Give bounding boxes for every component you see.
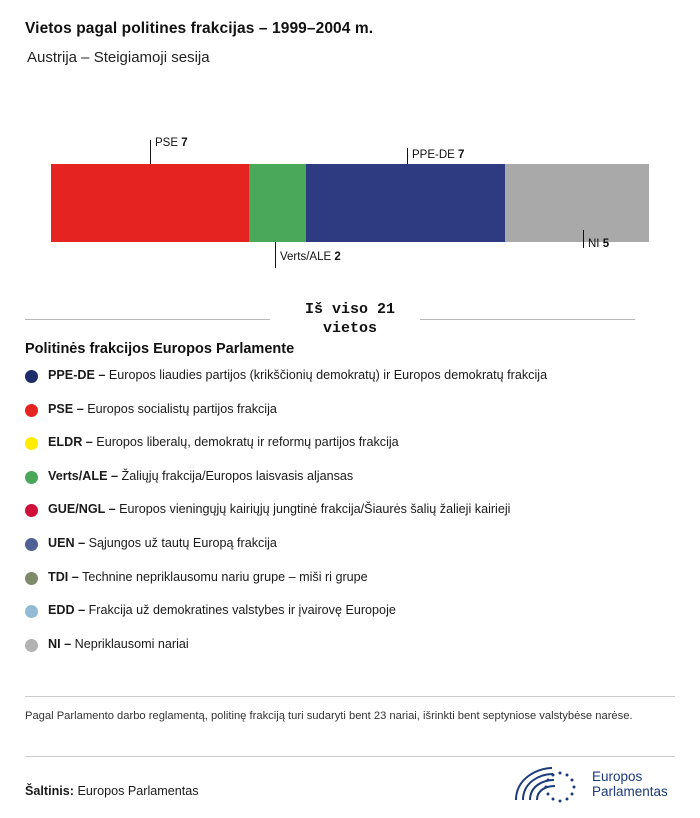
verts-callout-label — [280, 251, 341, 263]
page-subtitle: Austrija – Steigiamoji sesija — [27, 49, 210, 66]
legend-swatch-icon-tdi — [25, 572, 38, 585]
total-rule-left — [25, 319, 270, 320]
verts-callout-tick — [275, 242, 276, 268]
legend-desc-edd: Frakcija už demokratines valstybes ir įvairovę Europoje — [88, 603, 396, 618]
legend-swatch-icon-ppe-de — [25, 370, 38, 383]
ni-callout-tick — [583, 230, 584, 248]
legend-label-gue-ngl — [48, 502, 510, 517]
legend-desc-pse: Europos socialistų partijos frakcija — [87, 401, 277, 416]
european-parliament-logo — [512, 763, 677, 805]
ep-logo-line2: Parlamentas — [592, 784, 668, 799]
legend-desc-ppe-de: Europos liaudies partijos (krikščionių demokratų) ir Europos demokratų frakcija — [108, 368, 548, 382]
legend-label-ni — [48, 637, 189, 652]
source-divider — [25, 756, 675, 757]
legend-item-eldr — [25, 435, 675, 469]
legend-item-gue-ngl — [25, 502, 675, 536]
legend-abbr-tdi: TDI – — [48, 569, 79, 584]
legend-item-pse — [25, 402, 675, 436]
ni-callout-value: 5 — [602, 238, 610, 250]
legend-desc-gue-ngl: Europos vieningųjų kairiųjų jungtinė frakcija/Šiaurės šalių žalieji kairieji — [119, 502, 511, 517]
legend-abbr-eldr: ELDR – — [48, 435, 93, 450]
legend-label-edd — [48, 603, 396, 618]
total-seats-block — [0, 298, 700, 340]
total-seats-line1: Iš viso 21 — [304, 301, 395, 318]
legend-swatch-icon-gue-ngl — [25, 504, 38, 517]
legend-swatch-icon-uen — [25, 538, 38, 551]
source-value: Europos Parlamentas — [77, 784, 199, 798]
bar-segment-ppe-de — [306, 164, 505, 242]
legend-swatch-icon-eldr — [25, 437, 38, 450]
legend-item-ni — [25, 637, 675, 671]
pse-callout-label — [155, 137, 188, 149]
source-label: Šaltinis: — [25, 784, 74, 798]
pse-callout-value: 7 — [181, 137, 188, 149]
legend-label-ppe-de — [48, 368, 547, 383]
legend-label-eldr — [48, 435, 399, 450]
legend-item-ppe-de — [25, 368, 675, 402]
legend-abbr-verts-ale: Verts/ALE – — [48, 468, 118, 483]
ppede-callout-label — [412, 149, 464, 161]
ni-callout-name: NI — [588, 238, 600, 250]
ep-hemicycle-icon — [512, 764, 586, 804]
legend-swatch-icon-edd — [25, 605, 38, 618]
legend-abbr-ppe-de: PPE-DE – — [48, 368, 106, 382]
ni-callout-label — [588, 238, 609, 250]
legend-abbr-uen: UEN – — [48, 535, 86, 550]
legend-item-uen — [25, 536, 675, 570]
bar-segment-ni — [505, 164, 649, 242]
legend-abbr-edd: EDD – — [48, 603, 86, 618]
verts-callout-name: Verts/ALE — [280, 251, 332, 263]
legend-heading: Politinės frakcijos Europos Parlamente — [25, 341, 295, 357]
source-line — [25, 784, 199, 798]
legend-label-uen — [48, 536, 277, 551]
ep-logo-text — [592, 769, 668, 800]
legend-desc-verts-ale: Žaliųjų frakcija/Europos laisvasis aljansas — [121, 468, 354, 483]
seats-bar-chart — [0, 120, 700, 300]
legend-swatch-icon-pse — [25, 404, 38, 417]
legend-label-tdi — [48, 570, 368, 585]
legend-desc-ni: Nepriklausomi nariai — [74, 636, 189, 651]
legend-list — [25, 368, 675, 670]
legend-abbr-ni: NI – — [48, 636, 72, 651]
ppede-callout-value: 7 — [458, 149, 465, 161]
page-title: Vietos pagal politines frakcijas – 1999–2004 m. — [25, 20, 374, 37]
legend-item-tdi — [25, 570, 675, 604]
pse-callout-name: PSE — [155, 137, 179, 149]
total-rule-right — [420, 319, 635, 320]
legend-item-edd — [25, 603, 675, 637]
legend-label-pse — [48, 402, 277, 417]
ppede-callout-name: PPE-DE — [412, 149, 455, 161]
legend-abbr-gue-ngl: GUE/NGL – — [48, 502, 116, 517]
footnote-text: Pagal Parlamento darbo reglamentą, politinę frakciją turi sudaryti bent 23 nariai, išrinkti bent septyniose valstybėse narėse. — [25, 710, 633, 722]
footnote-divider — [25, 696, 675, 697]
legend-desc-uen: Sąjungos už tautų Europą frakcija — [88, 535, 277, 550]
legend-label-verts-ale — [48, 469, 353, 484]
bar-segment-pse — [51, 164, 249, 242]
legend-swatch-icon-verts-ale — [25, 471, 38, 484]
stacked-bar — [51, 164, 649, 242]
legend-abbr-pse: PSE – — [48, 401, 84, 416]
legend-swatch-icon-ni — [25, 639, 38, 652]
legend-desc-eldr: Europos liberalų, demokratų ir reformų partijos frakcija — [96, 435, 399, 450]
legend-desc-tdi: Technine nepriklausomu nariu grupe – miši ri grupe — [82, 569, 368, 584]
verts-callout-value: 2 — [334, 251, 341, 263]
total-seats-line2: vietos — [322, 320, 377, 337]
total-seats-text — [255, 300, 445, 338]
ep-logo-line1: Europos — [592, 768, 643, 784]
legend-item-verts-ale — [25, 469, 675, 503]
bar-segment-verts-ale — [249, 164, 306, 242]
